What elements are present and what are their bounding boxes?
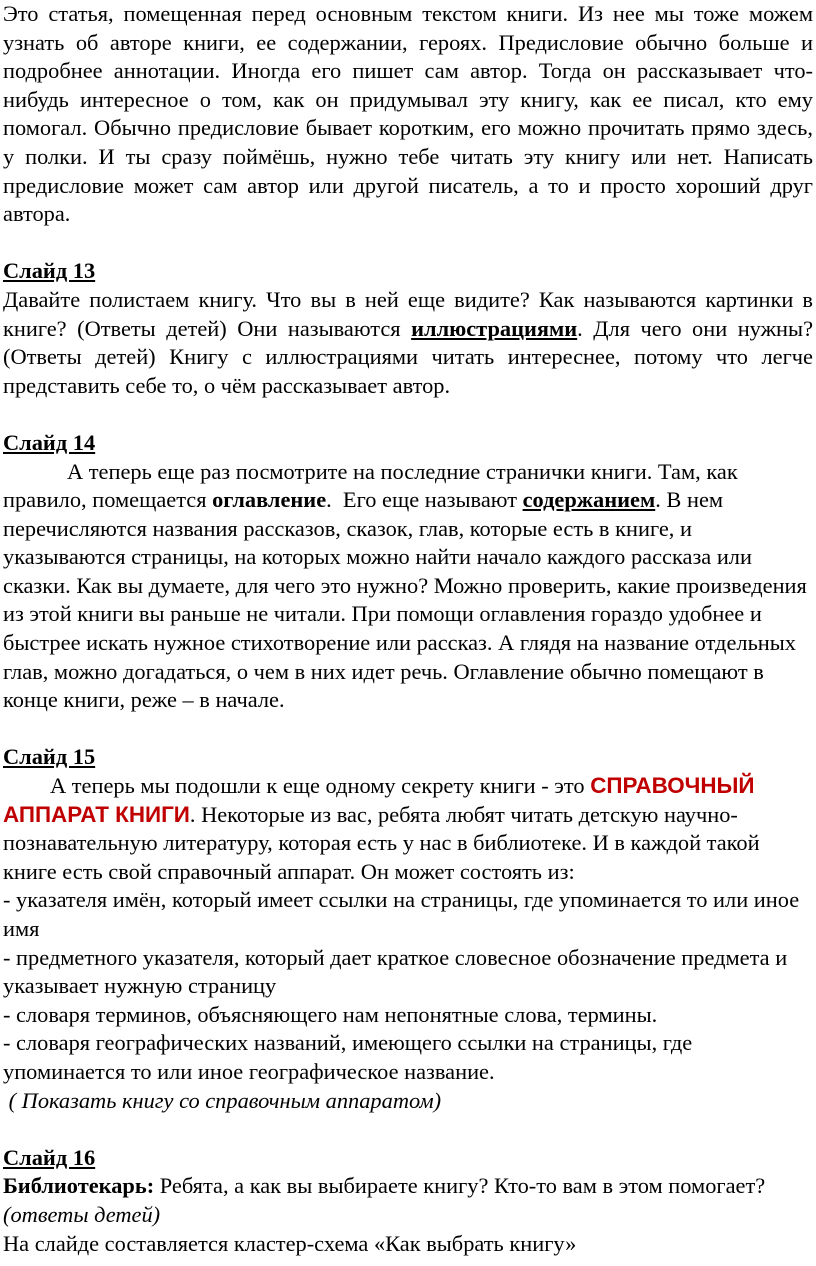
slide-16-text: Ребята, а как вы выбираете книгу? Кто-то вам в этом помогает? [154,1173,766,1199]
list-item: - предметного указателя, который дает краткое словесное обозначение предмета и указывает нужную страницу [3,944,788,999]
spacer [3,1115,813,1144]
slide-15-paragraph [3,772,813,886]
slide-13-text-end: . Для чего они нужны? (Ответы детей) Книгу с иллюстрациями читать интереснее, потому что легче представить себе то, о чём рассказывает автор. [3,315,814,398]
slide-14-text: А теперь еще раз посмотрите на последние странички книги. Там, как правило, помещается [3,458,738,513]
slide-13-paragraph [3,286,813,400]
slide-15-text-2: . Некоторые из вас, ребята любят читать детскую научно-познавательную литературу, которая есть у нас в библиотеке. И в каждой такой книге есть свой справочный аппарат. Он может состоять из: [3,801,760,884]
list-item: - словаря географических названий, имеющего ссылки на страницы, где упоминается то или иное географическое название. [3,1030,693,1084]
slide-14-text-2: . Его еще называют [326,487,523,513]
intro-paragraph: Это статья, помещенная перед основным текстом книги. Из нее мы тоже можем узнать об авторе книги, ее содержании, героях. Предисловие обычно больше и подробнее аннотации. Иногда его пишет сам автор. Тогда он рассказывает что-нибудь интересное о том, как он придумывал эту книгу, как ее писал, кто ему помогал. Обычно предисловие бывает коротким, его можно прочитать прямо здесь, у полки. И ты сразу поймёшь, нужно тебе читать эту книгу или нет. Написать предисловие может сам автор или другой писатель, а то и просто хороший друг автора. [3,1,813,227]
spacer [3,400,813,429]
slide-16-heading: Слайд 16 [3,1144,96,1170]
slide-16-note: (ответы детей) [3,1201,161,1227]
slide-13-text: Давайте полистаем книгу. Что вы в ней еще видите? Как называются картинки в книге? (Ответы детей) Они называются [3,286,813,341]
spacer [3,229,813,258]
spacer [3,715,813,744]
slide-15-text: А теперь мы подошли к еще одному секрету книги - это [50,773,591,799]
term-reference-apparatus: СПРАВОЧНЫЙ АППАРАТ КНИГИ [3,773,755,827]
slide-14-paragraph [3,458,813,715]
slide-16-paragraph [3,1172,813,1229]
slide-14-heading: Слайд 14 [3,429,96,455]
slide-16-paragraph-2: На слайде составляется кластер-схема «Как выбрать книгу» [3,1230,577,1256]
slide-13-heading: Слайд 13 [3,258,96,284]
slide-15-heading: Слайд 15 [3,744,96,770]
list-item: - указателя имён, который имеет ссылки на страницы, где упоминается то или иное имя [3,887,800,941]
term-table-of-contents: оглавление [212,487,327,513]
list-item: - словаря терминов, объясняющего нам непонятные слова, термины. [3,1001,658,1027]
slide-14-text-3: . В нем перечисляются названия рассказов, сказок, глав, которые есть в книге, и указываются страницы, на которых можно найти начало каждого рассказа или сказки. Как вы думаете, для чего это нужно? Можно проверить, какие произведения из этой книги вы раньше не читали. При помощи оглавления гораздо удобнее и быстрее искать нужное стихотворение или рассказ. А глядя на название отдельных глав, можно догадаться, о чем в них идет речь. Оглавление обычно помещают в конце книги, реже – в начале. [3,487,807,713]
term-illustrations: иллюстрациями [411,315,578,341]
slide-15-note: ( Показать книгу со справочным аппаратом) [3,1087,442,1113]
speaker-label: Библиотекарь: [3,1173,155,1199]
term-contents: содержанием [522,487,656,513]
